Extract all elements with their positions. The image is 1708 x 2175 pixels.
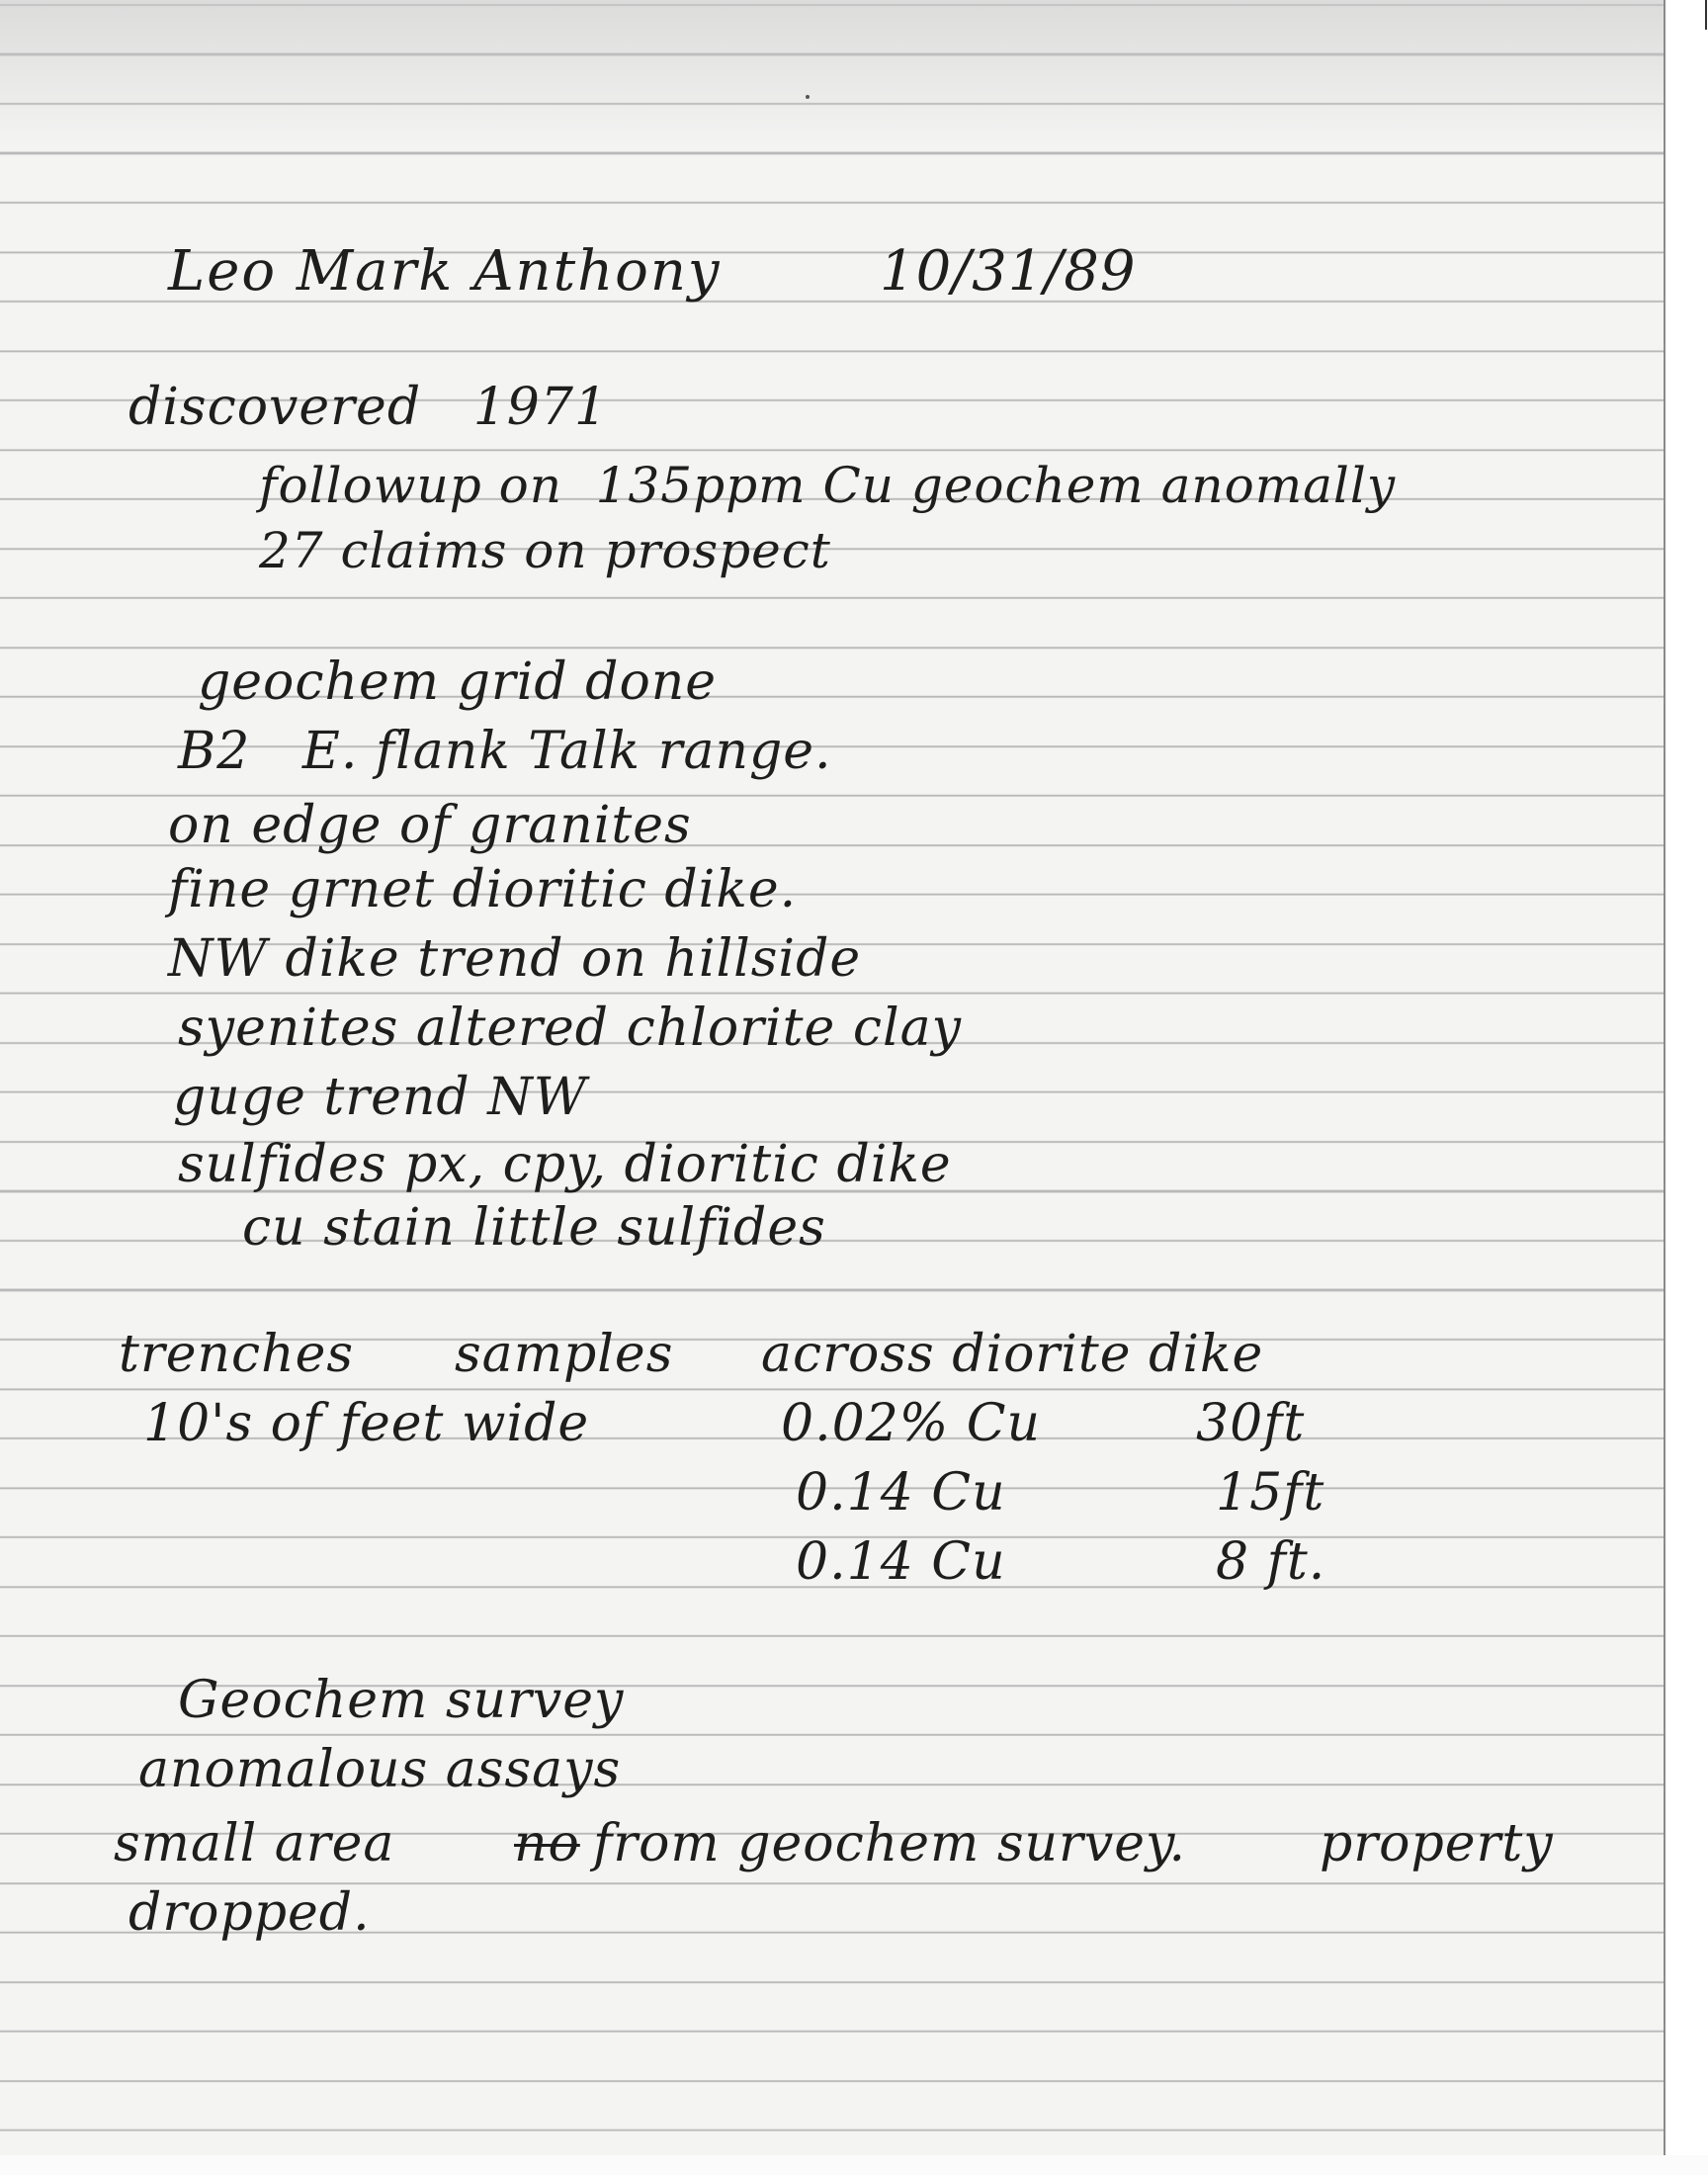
claims-line: 27 claims on prospect bbox=[259, 522, 831, 579]
anomalous-assays-line: anomalous assays bbox=[138, 1740, 622, 1799]
observation-line: syenites altered chlorite clay bbox=[178, 999, 962, 1058]
property-text: property bbox=[1320, 1814, 1554, 1873]
observation-line: sulfides px, cpy, dioritic dike bbox=[178, 1135, 952, 1194]
note-date: 10/31/89 bbox=[880, 239, 1137, 304]
scan-bottom-margin bbox=[0, 2155, 1708, 2175]
trenches-heading: trenches bbox=[119, 1325, 355, 1384]
small-area-text: small area bbox=[114, 1814, 395, 1873]
assay-grade: 0.14 Cu bbox=[796, 1463, 1006, 1522]
observation-line: geochem grid done bbox=[198, 652, 718, 712]
observation-line: on edge of granites bbox=[168, 796, 692, 855]
observation-line: B2 E. flank Talk range. bbox=[178, 722, 832, 781]
assay-length: 15ft bbox=[1216, 1463, 1325, 1522]
author-name: Leo Mark Anthony bbox=[168, 239, 722, 304]
observation-line: fine grnet dioritic dike. bbox=[168, 860, 798, 919]
observation-line: NW dike trend on hillside bbox=[168, 929, 862, 989]
trench-width-note: 10's of feet wide bbox=[143, 1394, 590, 1453]
paper-speck bbox=[806, 95, 810, 99]
discovered-line: discovered 1971 bbox=[128, 378, 609, 437]
assay-grade: 0.02% Cu bbox=[781, 1394, 1041, 1453]
across-dike-heading: across diorite dike bbox=[761, 1325, 1264, 1384]
assay-length: 8 ft. bbox=[1216, 1532, 1326, 1592]
geochem-survey-line: Geochem survey bbox=[178, 1671, 625, 1730]
assay-length: 30ft bbox=[1196, 1394, 1306, 1453]
scan-shadow bbox=[0, 0, 1708, 148]
samples-heading: samples bbox=[455, 1325, 674, 1384]
scan-right-margin bbox=[1664, 0, 1708, 2175]
assay-grade: 0.14 Cu bbox=[796, 1532, 1006, 1592]
observation-line: cu stain little sulfides bbox=[242, 1198, 826, 1258]
from-survey-text: from geochem survey. bbox=[593, 1814, 1187, 1873]
dropped-text: dropped. bbox=[128, 1883, 371, 1943]
observation-line: guge trend NW bbox=[173, 1068, 588, 1127]
struck-out-word: no bbox=[514, 1814, 580, 1873]
followup-line: followup on 135ppm Cu geochem anomally bbox=[259, 457, 1397, 514]
